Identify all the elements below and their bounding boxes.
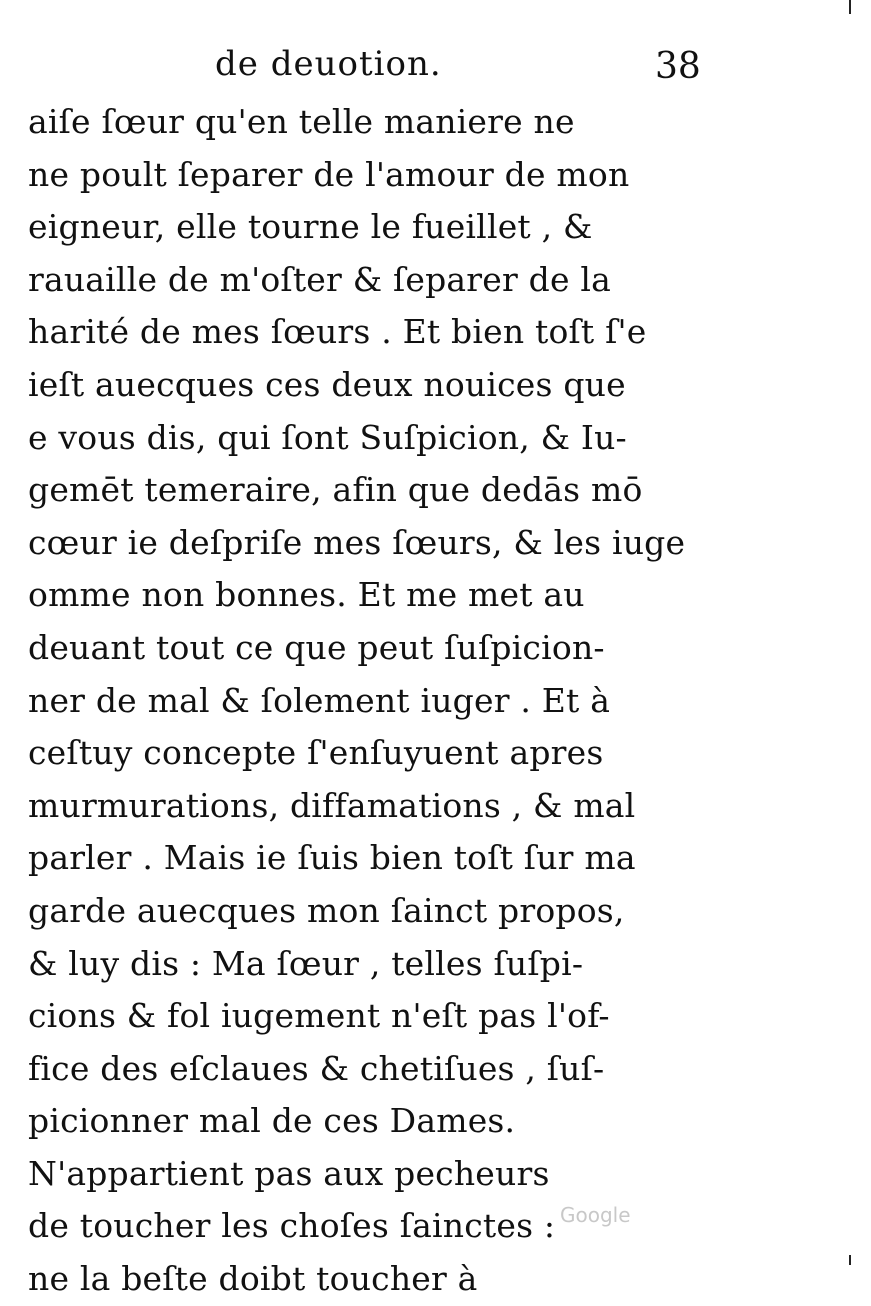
text-line: cions & fol iugement n'eſt pas l'of-: [28, 996, 610, 1036]
text-line: murmurations, diffamations , & mal: [28, 785, 636, 825]
scan-edge-mark: [849, 1255, 851, 1265]
scan-edge-mark: [849, 0, 851, 14]
text-line: & luy dis : Ma ſœur , telles ſuſpi-: [28, 943, 584, 983]
text-line: N'appartient pas aux pecheurs: [28, 1153, 550, 1193]
text-line: e vous dis, qui ſont Suſpicion, & Iu-: [28, 417, 627, 457]
text-line: aiſe ſœur qu'en telle maniere ne: [28, 102, 575, 141]
page-number: 38: [655, 46, 701, 87]
text-line: parler . Mais ie ſuis bien toſt ſur ma: [28, 838, 636, 878]
text-line: deuant tout ce que peut ſuſpicion-: [28, 627, 605, 667]
text-line: eigneur, elle tourne le fueillet , &: [28, 207, 593, 247]
text-line: ne la beſte doibt toucher à: [28, 1259, 478, 1299]
text-line: ieſt auecques ces deux nouices que: [28, 364, 626, 404]
watermark: Google: [560, 1203, 631, 1227]
text-line: ne poult ſeparer de l'amour de mon: [28, 154, 630, 194]
text-line: de toucher les choſes ſainctes :: [28, 1206, 556, 1246]
body-text: [28, 96, 708, 1306]
text-line: rauaille de m'oſter & ſeparer de la: [28, 259, 612, 299]
text-line: picionner mal de ces Dames.: [28, 1101, 516, 1141]
text-line: fice des eſclaues & chetiſues , ſuſ-: [28, 1048, 605, 1088]
text-line: ceſtuy concepte ſ'enſuyuent apres: [28, 733, 604, 773]
text-line: ner de mal & ſolement iuger . Et à: [28, 680, 611, 720]
text-line: cœur ie deſpriſe mes ſœurs, & les iuge: [28, 522, 686, 562]
text-line: garde auecques mon ſainct propos,: [28, 890, 625, 930]
text-line: harité de mes ſœurs . Et bien toſt ſ'e: [28, 312, 647, 352]
text-line: omme non bonnes. Et me met au: [28, 575, 585, 615]
text-line: gemēt temeraire, afin que dedās mō: [28, 470, 643, 510]
running-title: de deuotion.: [215, 44, 442, 84]
